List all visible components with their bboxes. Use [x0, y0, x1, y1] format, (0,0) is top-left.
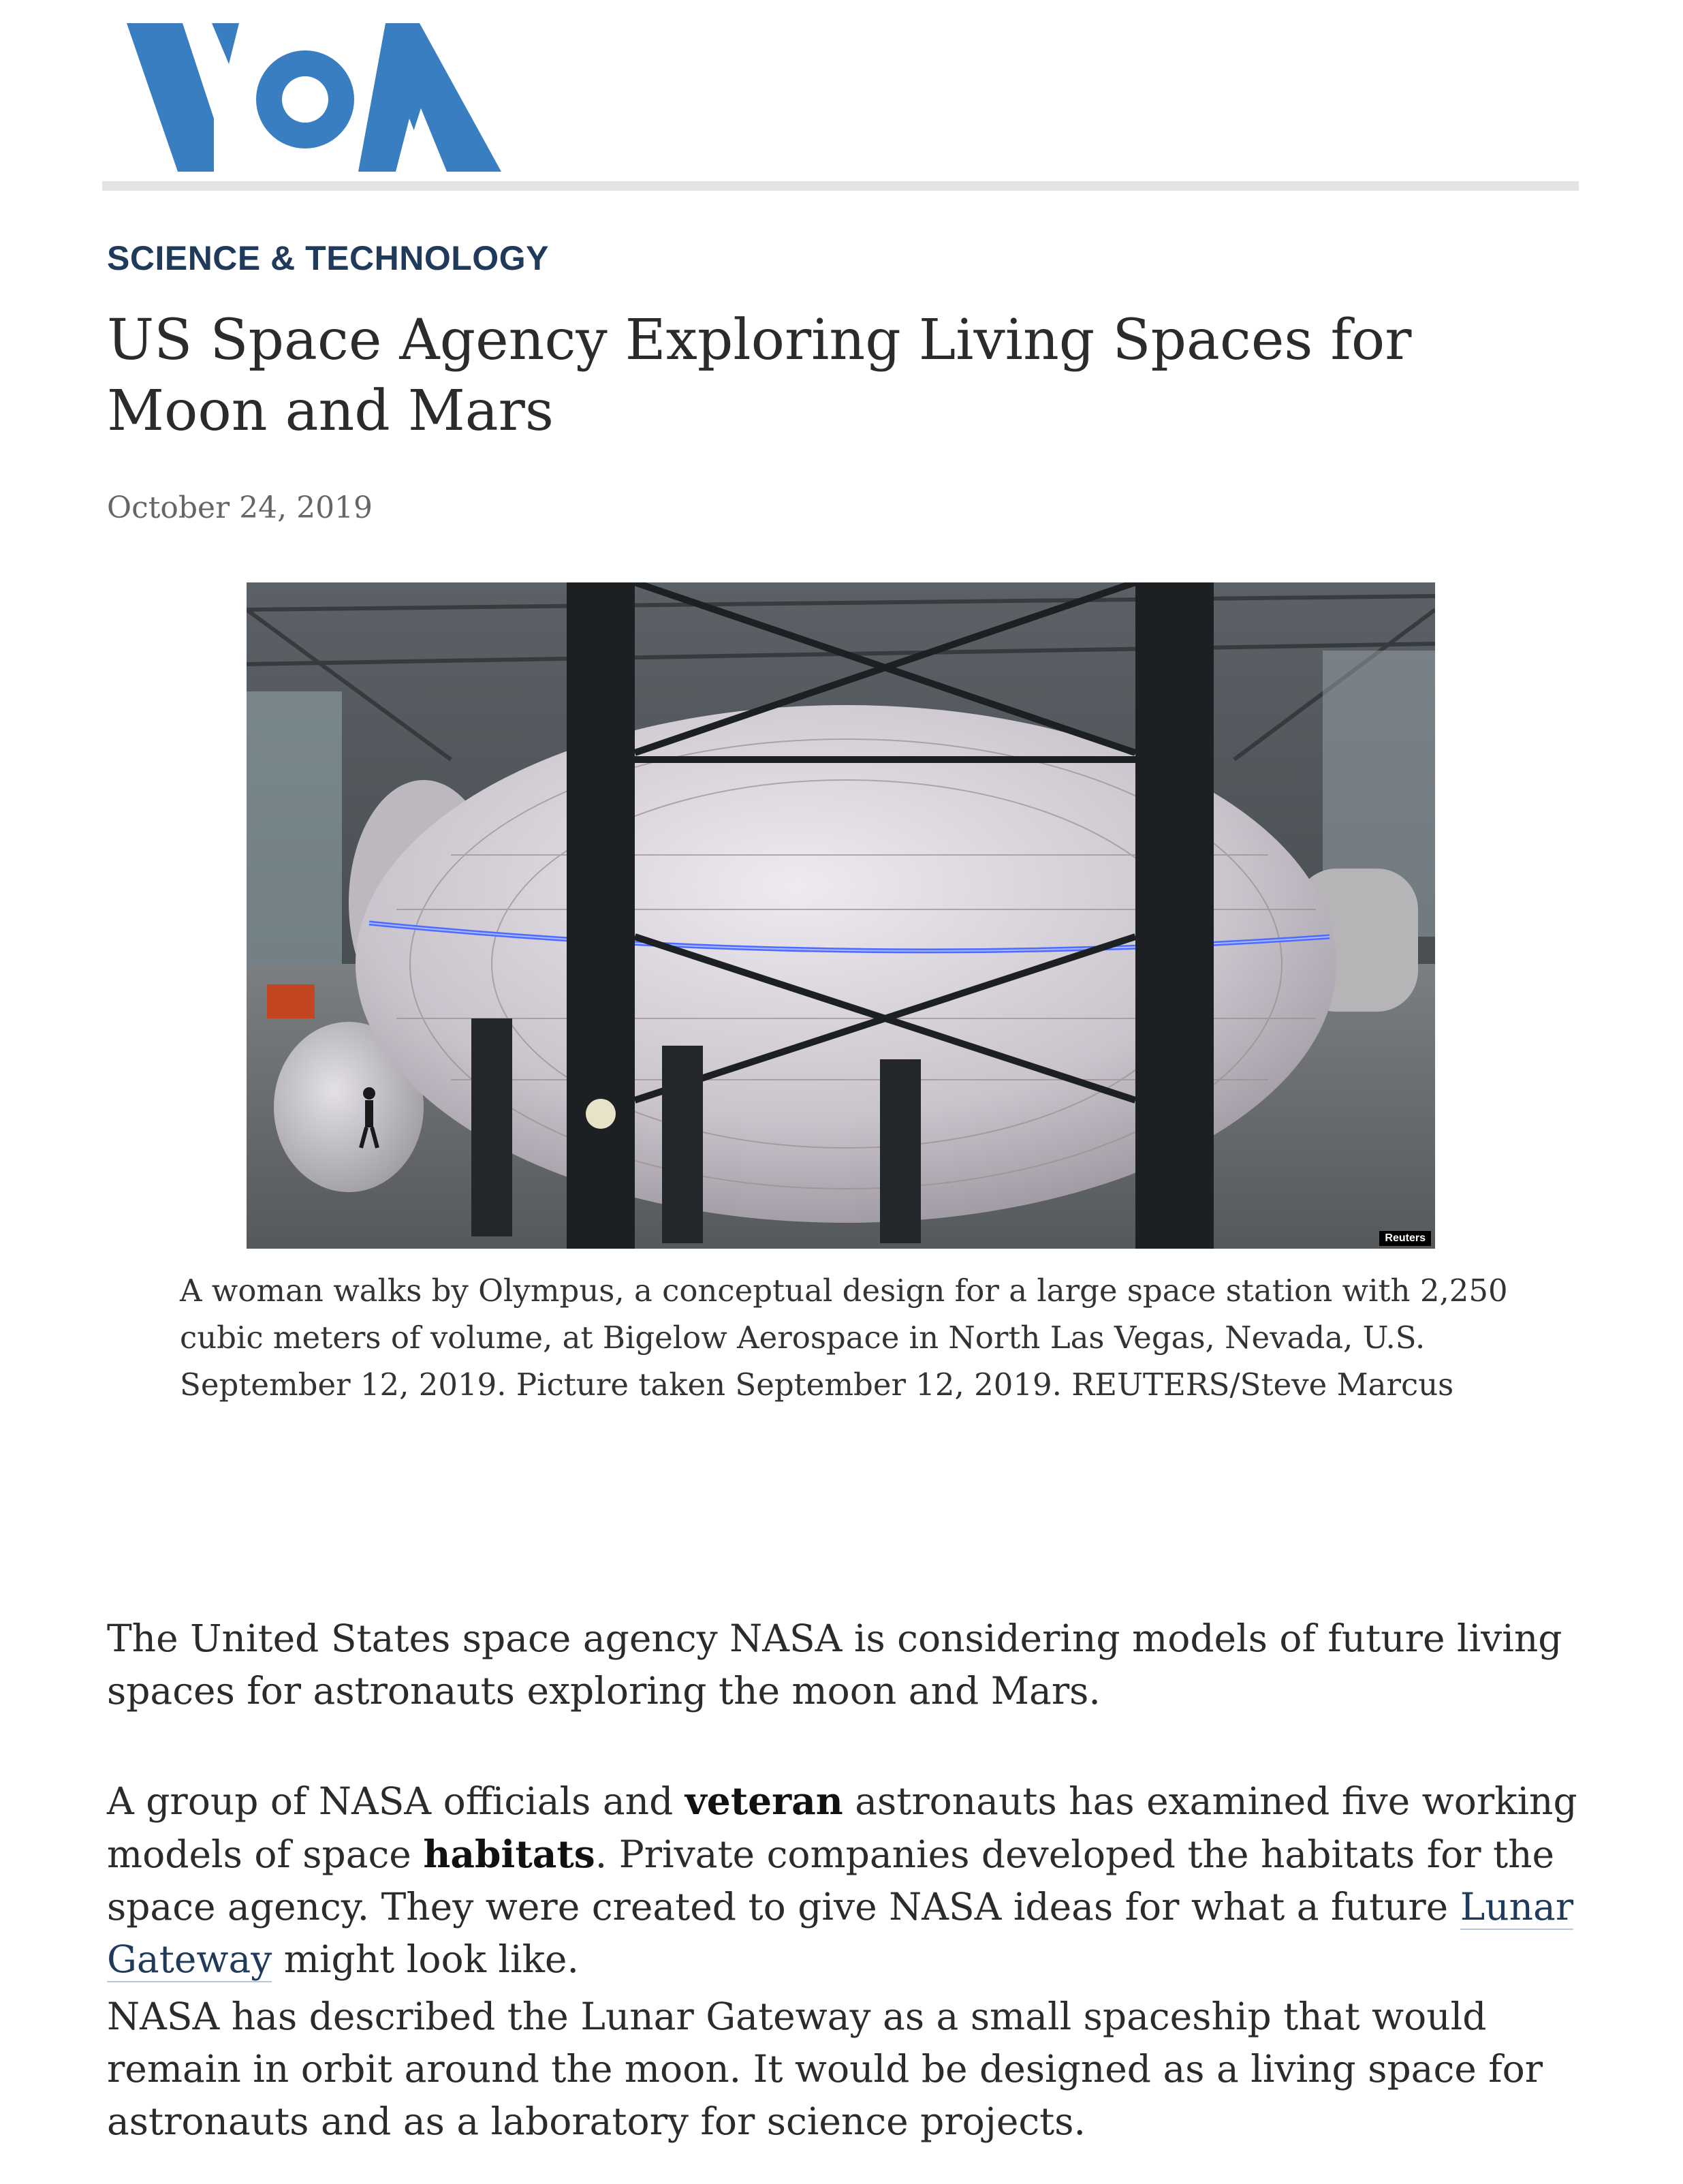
paragraph-2-text: A group of NASA officials and: [107, 1779, 685, 1823]
photo-credit-badge: Reuters: [1379, 1231, 1431, 1246]
publish-date: October 24, 2019: [107, 490, 373, 525]
paragraph-1: The United States space agency NASA is considering models of future living spaces for astronauts exploring the moon and Mars.: [107, 1617, 1562, 1713]
paragraph-2-text: . Private companies developed the habitats for the space agency. They were created to give NASA ideas for what a future: [107, 1832, 1555, 1929]
photo-caption: A woman walks by Olympus, a conceptual design for a large space station with 2,250 cubic meters of volume, at Bigelow Aerospace in North Las Vegas, Nevada, U.S. September 12, 2019. Picture taken September 12, 2019. REUTERS/Steve Marcus: [180, 1273, 1508, 1403]
glossary-term-veteran: veteran: [685, 1779, 843, 1823]
voa-logo[interactable]: [127, 23, 501, 172]
article-title: US Space Agency Exploring Living Spaces for Moon and Mars: [107, 308, 1412, 443]
paragraph-2-text: might look like.: [272, 1937, 579, 1981]
paragraph-2: [107, 1775, 1578, 1986]
glossary-term-habitats: habitats: [423, 1832, 595, 1876]
section-category-link[interactable]: SCIENCE & TECHNOLOGY: [107, 239, 549, 277]
article-photo: [247, 582, 1435, 1249]
paragraph-2-text: astronauts has examined five working models of space: [107, 1779, 1577, 1876]
header-divider: [102, 181, 1579, 191]
paragraph-3: NASA has described the Lunar Gateway as a small spaceship that would remain in orbit around the moon. It would be designed as a living space for astronauts and as a laboratory for science projects.: [107, 1995, 1543, 2143]
lunar-gateway-link[interactable]: Lunar Gateway: [107, 1885, 1574, 1981]
